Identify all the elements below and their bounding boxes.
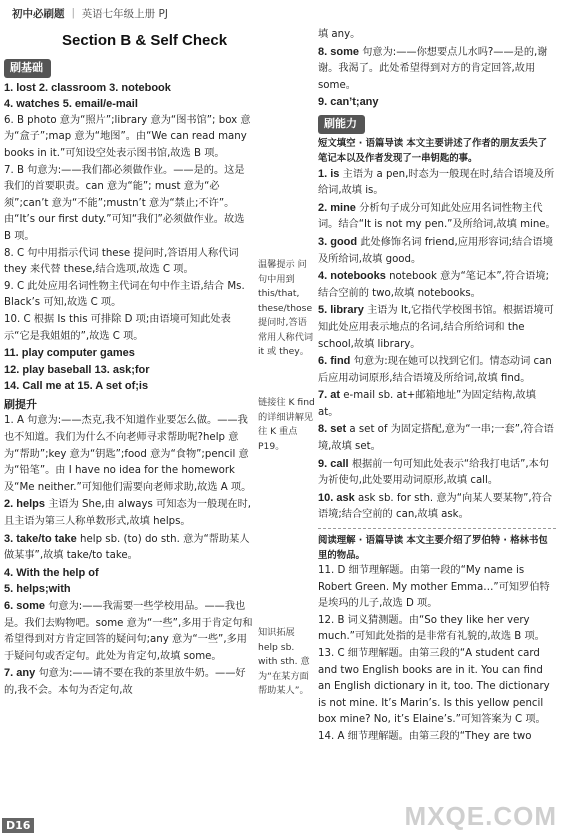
- header-separator: ｜: [67, 8, 79, 20]
- answer-line-2: 4. watches 5. email/e-mail: [4, 98, 138, 111]
- tag-improve: 刷提升: [4, 397, 37, 411]
- improve-8-text: 句意为:——你想要点儿水吗?——是的,谢谢。我渴了。此处希望得到对方的肯定回答,故用 some。: [318, 46, 548, 91]
- improve-7-answer: 7. any: [4, 667, 36, 680]
- reading-12: 12. B 词义猜测题。由“So they like her very much.”可知此处指的是非常有礼貌的,故选 B 项。: [318, 614, 545, 643]
- cloze-1-answer: 1. is: [318, 167, 340, 180]
- margin-note-extend: 知识拓展 help sb. with sth. 意为“在某方面帮助某人”。: [258, 627, 310, 696]
- improve-7-text: 句意为:——请不要在我的茶里放牛奶。——好的,我不会。本句为否定句,故: [4, 668, 246, 696]
- cloze-9: [318, 456, 556, 490]
- cloze-3-answer: 3. good: [318, 235, 358, 248]
- improve-5: 5. helps;with: [4, 583, 71, 596]
- tag-basics: 刷基础: [4, 59, 51, 78]
- improve-9: 9. can’t;any: [318, 96, 379, 109]
- cloze-6: [318, 353, 556, 387]
- cloze-10-answer: 10. ask: [318, 491, 355, 504]
- cloze-2-text: 分析句子成分可知此处应用名词性物主代词。结合“It is not my pen.”及所给词,故填 mine。: [318, 202, 556, 231]
- reading-14: 14. A 细节理解题。由第三段的“They are two: [318, 730, 532, 742]
- subject-name: 英语七年级上册: [81, 8, 156, 20]
- cloze-9-answer: 9. call: [318, 457, 349, 470]
- series-name: 初中必刷题: [12, 8, 65, 20]
- cloze-8-answer: 8. set: [318, 423, 347, 436]
- answer-line-1: 1. lost 2. classroom 3. notebook: [4, 81, 171, 94]
- cloze-7-text: e-mail sb. at+邮箱地址”为固定结构,故填 at。: [318, 390, 536, 418]
- reading-11: 11. D 细节理解题。由第一段的“My name is Robert Green. My mother Emma…”可知罗伯特是埃玛的儿子,故选 D 项。: [318, 565, 550, 610]
- cloze-3-text: 此处修饰名词 friend,应用形容词;结合语境及所给词,故填 good。: [318, 236, 553, 265]
- edition-label: PJ: [158, 8, 168, 20]
- answer-line-14: 14. Call me at 15. A set of;is: [4, 380, 149, 393]
- cloze-4-answer: 4. notebooks: [318, 270, 386, 283]
- reading-intro: 阅读理解 · 语篇导读 本文主要介绍了罗伯特 · 格林书包里的物品。: [318, 535, 548, 562]
- improve-3-answer: 3. take/to take: [4, 532, 77, 545]
- improve-8: [318, 44, 556, 95]
- cloze-6-text: 句意为:现在她可以找到它们。情态动词 can 后应用动词原形,结合语境及所给词,故填 find。: [318, 356, 552, 384]
- explanation-7: 7. B 句意为:——我们都必须做作业。——是的。这是我们的首要职责。can 意为“能”; must 意为“必须”;can’t 意为“不能”;mustn’t 意为“禁止;不许”。由“It’s our first duty.”可知“我们”必须做作业。故选 B 项。: [4, 164, 245, 242]
- left-column: [4, 55, 254, 700]
- cloze-2: [318, 200, 556, 234]
- cloze-8: [318, 421, 556, 455]
- right-column: [318, 27, 556, 746]
- cloze-5: [318, 302, 556, 353]
- answer-any-tail: 填 any。: [318, 29, 361, 40]
- improve-1: 1. A 句意为:——杰克,我不知道作业要怎么做。——我也不知道。我们为什么不向老师寻求帮助呢?help 意为“帮助”;key 意为“钥匙”;food 意为“食物”;pencil 意为“铅笔”。由 I have no idea for the homework 及“Me neither.”可知他们需要向老师求助,故选 A 项。: [4, 415, 252, 493]
- improve-4: 4. With the help of: [4, 566, 99, 579]
- cloze-4: [318, 268, 556, 302]
- improve-6-text: 句意为:——我需要一些学校用品。——我也是。我们去购物吧。some 意为“一些”,多用于肯定句和希望得到对方肯定回答的疑问句;any 意为“一些”,多用于疑问句或否定句。此处为肯定句,故填 some。: [4, 601, 253, 662]
- cloze-1-text: 主语为 a pen,时态为一般现在时,结合语境及所给词,故填 is。: [318, 168, 555, 197]
- cloze-5-answer: 5. library: [318, 304, 364, 317]
- improve-7: [4, 665, 254, 699]
- cloze-9-text: 根据前一句可知此处表示“给我打电话”,本句为祈使句,此处要用动词原形,故填 call。: [318, 458, 549, 487]
- margin-note-tip: 温馨提示 问句中用到 this/that, these/those 提问时,答语常用人称代词 it 或 they。: [258, 259, 314, 357]
- cloze-5-text: 主语为 It,它指代学校图书馆。根据语境可知此处应用表示地点的名词,结合所给词和 the school,故填 library。: [318, 305, 554, 350]
- cloze-6-answer: 6. find: [318, 355, 351, 368]
- improve-8-answer: 8. some: [318, 45, 359, 58]
- cloze-7-answer: 7. at: [318, 389, 341, 402]
- improve-2-text: 主语为 She,由 always 可知态为一般现在时,且主语为第三人称单数形式,故填 helps。: [4, 499, 252, 528]
- improve-6: [4, 598, 254, 665]
- divider: [318, 528, 556, 529]
- reading-13: 13. C 细节理解题。由第三段的“A student card and two English books are in it. You can find an English dictionary in it, too. The dictionary is not mine. It’s Marin’s. Is this yellow pencil box mine? No, it’s Elaine’s.”可知答案为 C 项。: [318, 648, 550, 726]
- watermark-logo: MXQE.COM: [404, 801, 557, 831]
- cloze-8-text: a set of 为固定搭配,意为“一串;一套”,符合语境,故填 set。: [318, 424, 554, 453]
- cloze-7: [318, 387, 556, 421]
- explanation-6: 6. B photo 意为“照片”;library 意为“图书馆”; box 意为“盒子”;map 意为“地图”。由“We can read many books in it.”可知设空处表示图书馆,故选 B 项。: [4, 114, 251, 159]
- improve-2: [4, 496, 254, 530]
- answer-line-11: 11. play computer games: [4, 347, 135, 360]
- cloze-4-text: notebook 意为“笔记本”,符合语境;结合空前的 two,故填 notebooks。: [318, 271, 550, 299]
- tag-ability: 刷能力: [318, 115, 365, 134]
- answer-line-12: 12. play baseball 13. ask;for: [4, 363, 150, 376]
- explanation-8: 8. C 句中用指示代词 these 提问时,答语用人称代词 they 来代替 these,结合选项,故选 C 项。: [4, 247, 239, 276]
- cloze-10: [318, 490, 556, 524]
- cloze-10-text: ask sb. for sth. 意为“向某人要某物”,符合语境;结合空前的 can,故填 ask。: [318, 492, 553, 521]
- explanation-10: 10. C 根据 Is this 可排除 D 项;由语境可知此处表示“它是我姐姐的”,故选 C 项。: [4, 313, 231, 342]
- cloze-intro: 短文填空 · 语篇导读 本文主要讲述了作者的朋友丢失了笔记本以及作者发现了一串钥匙的事。: [318, 137, 547, 164]
- cloze-3: [318, 234, 556, 268]
- cloze-1: [318, 166, 556, 200]
- page-header: [12, 6, 168, 21]
- section-title: Section B & Self Check: [62, 32, 228, 49]
- margin-note-link: 链接往 K find 的详细讲解见往 K 重点 P19。: [258, 397, 315, 452]
- improve-2-answer: 2. helps: [4, 498, 45, 511]
- explanation-9: 9. C 此处应用名词性物主代词在句中作主语,结合 Ms. Black’s 可知,故选 C 项。: [4, 280, 245, 309]
- improve-6-answer: 6. some: [4, 600, 45, 612]
- improve-3-text: help sb. (to) do sth. 意为“帮助某人做某事”,故填 take/to take。: [4, 533, 250, 562]
- cloze-2-answer: 2. mine: [318, 201, 356, 214]
- page-number: D16: [2, 818, 34, 833]
- improve-3: [4, 531, 254, 565]
